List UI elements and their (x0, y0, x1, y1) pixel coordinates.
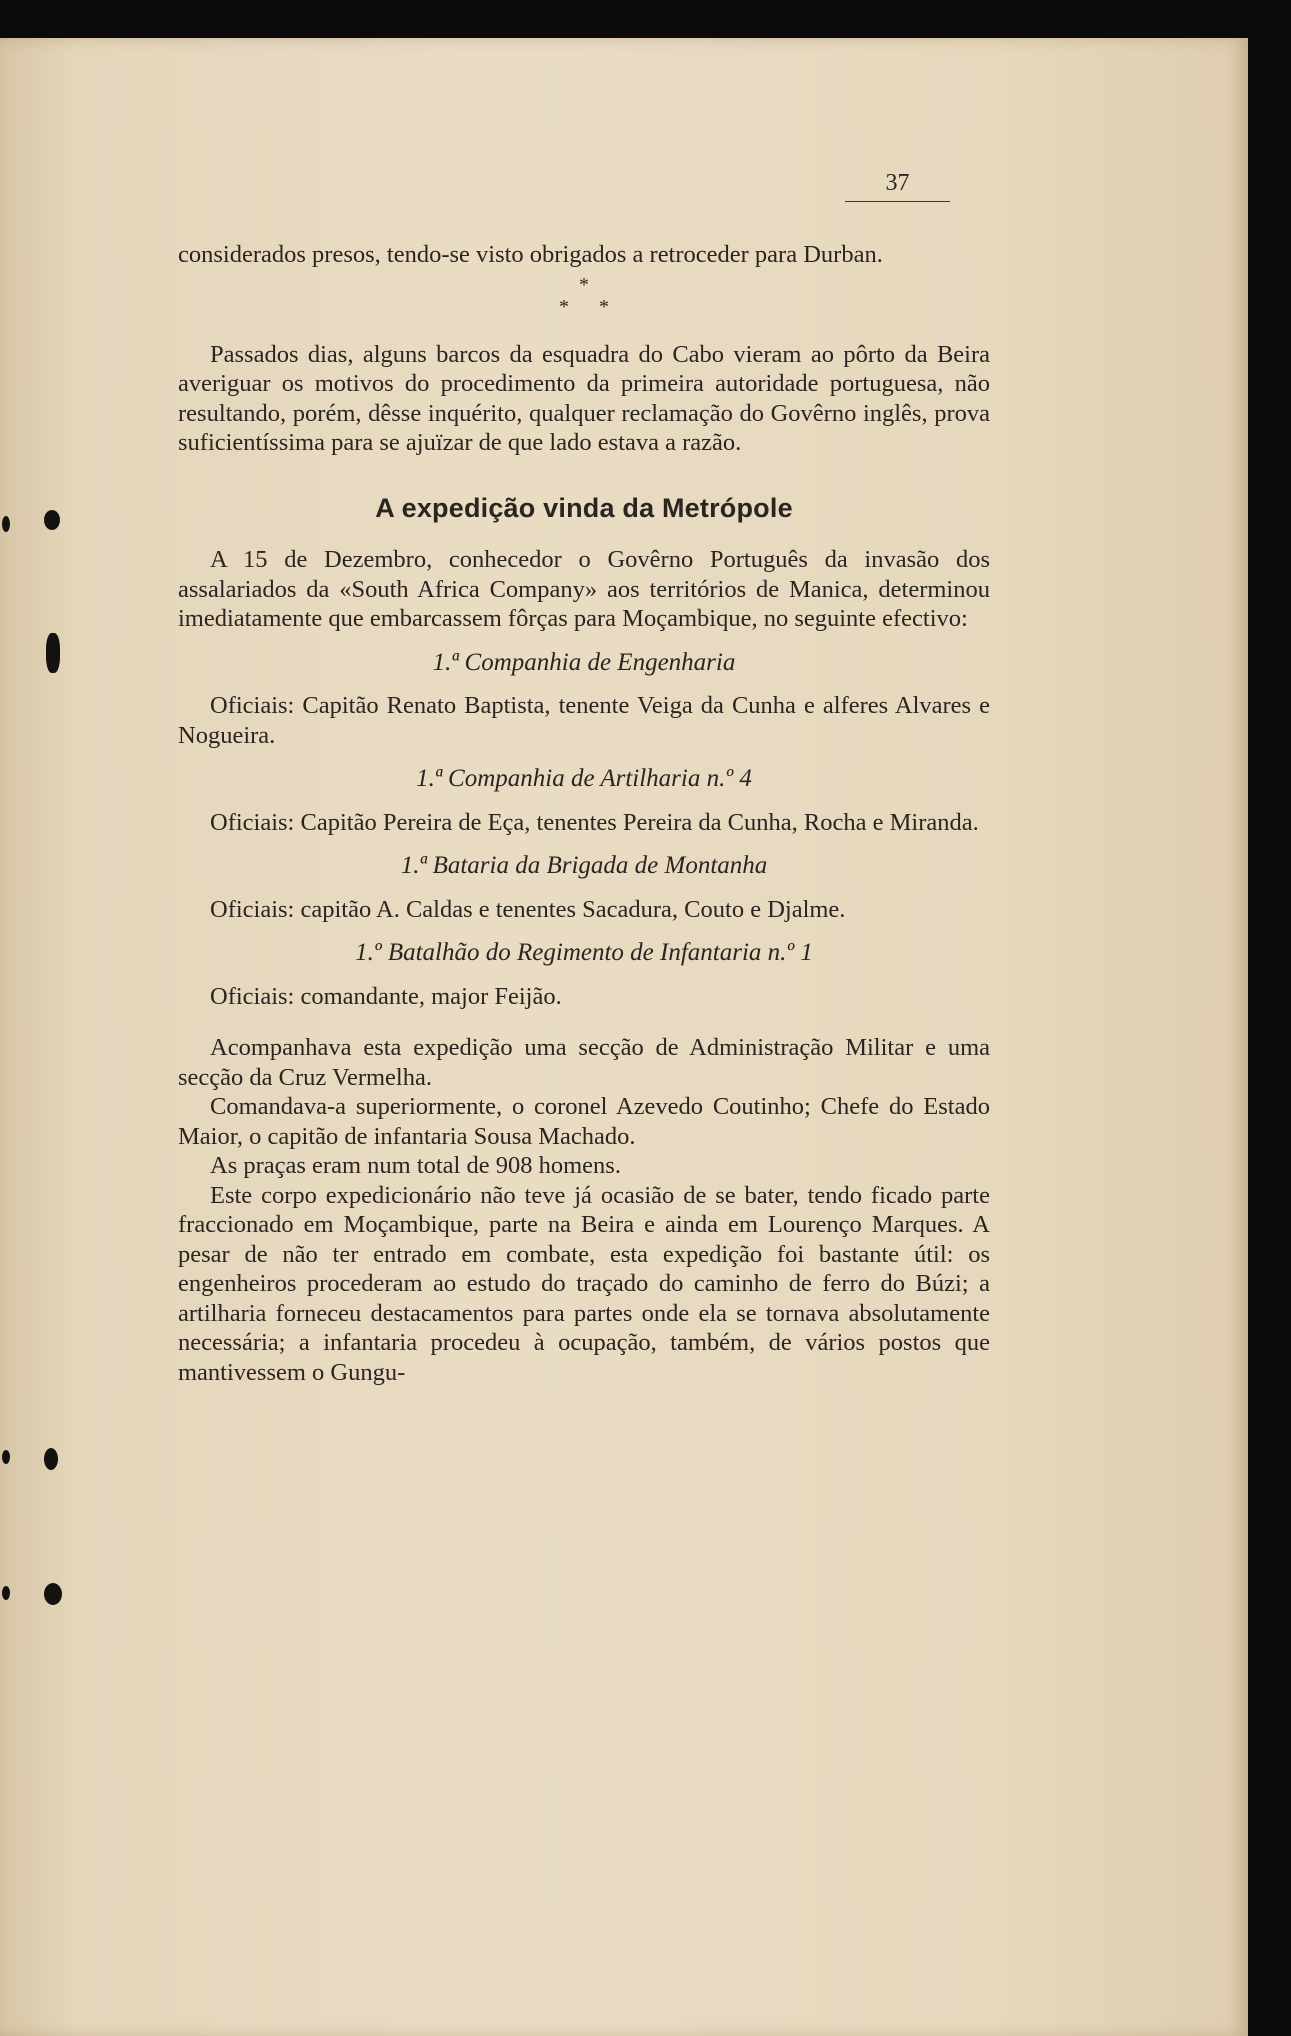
paragraph-intro: A 15 de Dezembro, conhecedor o Govêrno Português da invasão dos assalariados da «South Africa Company» aos territórios de Manica, determinou imediatamente que embarcassem fôrças para Moçambique, no seguinte efectivo: (178, 546, 990, 632)
paragraph-este: Este corpo expedicionário não teve já ocasião de se bater, tendo ficado parte fraccionado em Moçambique, parte na Beira e ainda em Lourenço Marques. A pesar de não ter entrado em combate, esta expedição foi bastante útil: os engenheiros procederam ao estudo do traçado do caminho de ferro do Búzi; a artilharia forneceu destacamentos para partes onde ela se tornava absolutamente necessária; a infantaria procedeu à ocupação, também, de vários postos que mantivessem o Gungu- (178, 1181, 990, 1386)
paragraph-comandava: Comandava-a superiormente, o coronel Azevedo Coutinho; Chefe do Estado Maior, o capitão de infantaria Sousa Machado. (178, 1093, 990, 1150)
binding-hole (44, 510, 60, 530)
unit-officers: Oficiais: capitão A. Caldas e tenentes Sacadura, Couto e Djalme. (210, 895, 846, 923)
binding-hole (44, 1583, 62, 1605)
binding-hole (44, 1448, 58, 1470)
binding-hole (2, 1450, 10, 1464)
unit-officers: Oficiais: comandante, major Feijão. (210, 982, 562, 1010)
binding-hole (2, 1586, 10, 1600)
binding-holes (0, 0, 70, 2036)
binding-hole (46, 633, 60, 673)
paragraph-opening: considerados presos, tendo-se visto obrigados a retroceder para Durban. (178, 241, 883, 268)
unit-officers: Oficiais: Capitão Renato Baptista, tenente Veiga da Cunha e alferes Alvares e Nogueira. (178, 692, 990, 749)
unit-officers: Oficiais: Capitão Pereira de Eça, tenentes Pereira da Cunha, Rocha e Miranda. (210, 808, 979, 836)
page-body (178, 160, 990, 1387)
unit-heading: 1.ª Companhia de Artilharia n.º 4 (416, 765, 752, 792)
binding-hole (2, 516, 10, 532)
page-number: 37 (845, 170, 950, 202)
section-separator-bottom: * * (559, 295, 609, 318)
paragraph-acompanhava: Acompanhava esta expedição uma secção de Administração Militar e uma secção da Cruz Vermelha. (178, 1034, 990, 1091)
section-separator-top: * (579, 273, 589, 296)
unit-heading: 1.º Batalhão do Regimento de Infantaria n.º 1 (355, 939, 813, 966)
unit-heading: 1.ª Bataria da Brigada de Montanha (400, 852, 768, 879)
unit-heading: 1.ª Companhia de Engenharia (432, 648, 736, 676)
paragraph-pracas: As praças eram num total de 908 homens. (210, 1152, 621, 1179)
paragraph-passados: Passados dias, alguns barcos da esquadra do Cabo vieram ao pôrto da Beira averiguar os motivos do procedimento da primeira autoridade portuguesa, não resultando, porém, dêsse inquérito, qualquer reclamação do Govêrno inglês, prova suficientíssima para se ajuïzar de que lado estava a razão. (178, 340, 990, 456)
section-heading: A expedição vinda da Metrópole (375, 492, 793, 523)
